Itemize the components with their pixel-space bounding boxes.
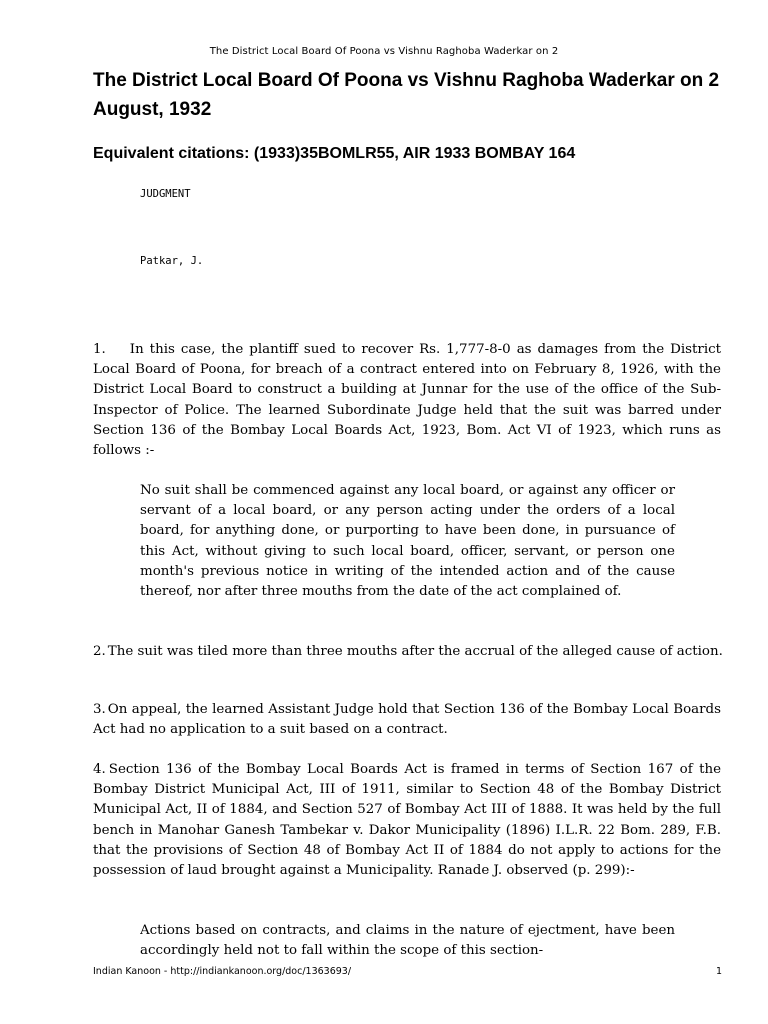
block-quote-2: Actions based on contracts, and claims in the nature of ejectment, have been accordingly held not to fall within the scope of this section- <box>140 923 675 959</box>
block-quote-1: No suit shall be commenced against any local board, or against any officer or servant of a local board, or any person acting under the orders of a local board, for anything done, or purporting to have been done, in pursuance of this Act, without giving to such local board, officer, servant, or person one month's previous notice in writing of the intended action and of the cause thereof, nor after three mouths from the date of the act complained of. <box>140 483 675 600</box>
paragraph-number: 2. <box>93 644 106 659</box>
footer-source: Indian Kanoon - http://indiankanoon.org/doc/1363693/ <box>93 966 352 977</box>
paragraph-2 <box>93 642 731 662</box>
paragraph-1 <box>93 340 721 461</box>
paragraph-text: The suit was tiled more than three mouths after the accrual of the alleged cause of action. <box>107 644 723 659</box>
paragraph-number: 4. <box>93 762 106 777</box>
paragraph-3 <box>93 700 721 740</box>
judgment-label: JUDGMENT <box>140 188 191 200</box>
paragraph-number: 3. <box>93 702 106 717</box>
paragraph-text: In this case, the plantiff sued to recover Rs. 1,777-8-0 as damages from the District Local Board of Poona, for breach of a contract entered into on February 8, 1926, with the District Local Board to construct a building at Junnar for the use of the office of the Sub-Inspector of Police. The learned Subordinate Judge held that the suit was barred under Section 136 of the Bombay Local Boards Act, 1923, Bom. Act VI of 1923, which runs as follows :- <box>93 342 721 459</box>
document-title: The District Local Board Of Poona vs Vishnu Raghoba Waderkar on 2 August, 1932 <box>93 70 720 120</box>
paragraph-number: 1. <box>93 342 106 357</box>
judge-name: Patkar, J. <box>140 255 204 267</box>
page-number: 1 <box>715 966 722 977</box>
paragraph-text: On appeal, the learned Assistant Judge hold that Section 136 of the Bombay Local Boards Act had no application to a suit based on a contract. <box>93 702 721 738</box>
paragraph-4 <box>93 760 721 881</box>
paragraph-text: Section 136 of the Bombay Local Boards Act is framed in terms of Section 167 of the Bombay District Municipal Act, III of 1911, similar to Section 48 of the Bombay District Municipal Act, II of 1884, and Section 527 of Bombay Act III of 1888. It was held by the full bench in Manohar Ganesh Tambekar v. Dakor Municipality (1896) I.L.R. 22 Bom. 289, F.B. that the provisions of Section 48 of Bombay Act II of 1884 do not apply to actions for the possession of laud brought against a Municipality. Ranade J. observed (p. 299):- <box>93 762 721 879</box>
running-header: The District Local Board Of Poona vs Vishnu Raghoba Waderkar on 2 <box>209 46 559 57</box>
equivalent-citations: Equivalent citations: (1933)35BOMLR55, AIR 1933 BOMBAY 164 <box>93 145 576 162</box>
